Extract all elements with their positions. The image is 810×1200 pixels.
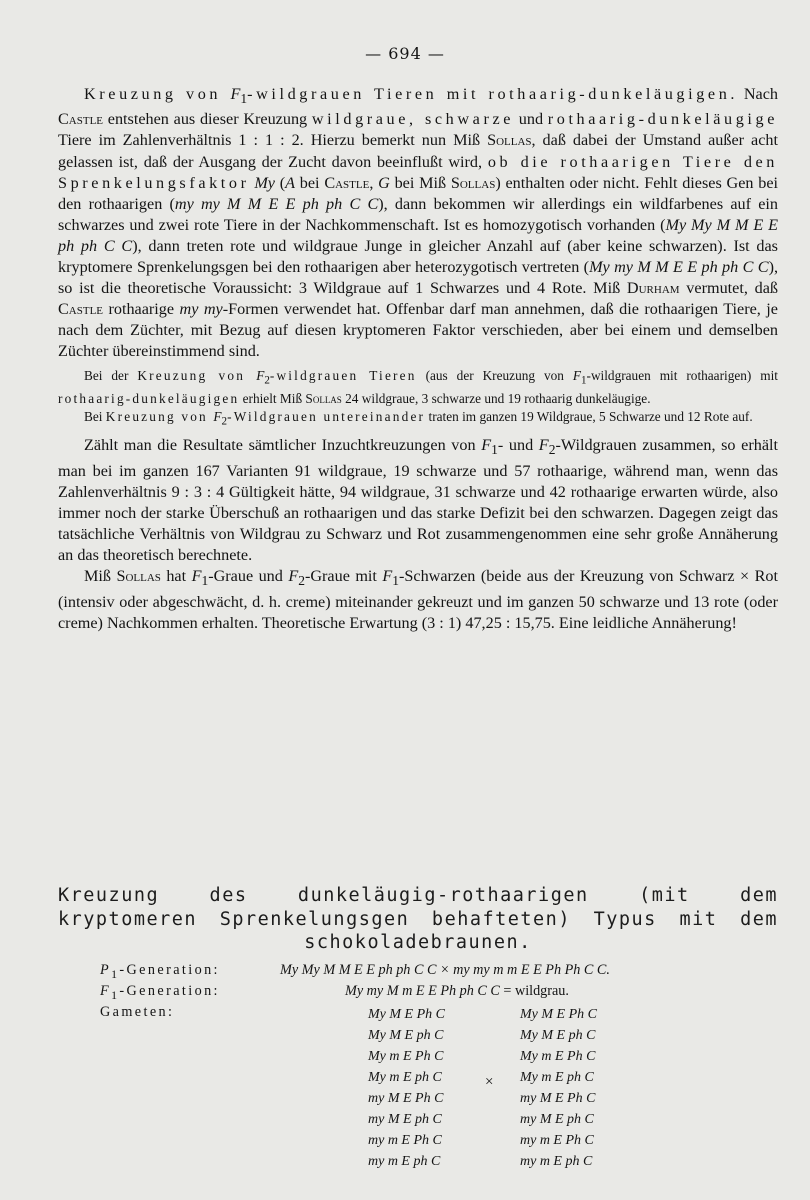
gameten-row (100, 1004, 280, 1021)
note-f2-intercross: Bei Kreuzung von $F_2$-Wildgrauen untereinander traten im ganzen 19 Wildgraue, 5 Schwarze und 12 Rote auf. (84, 408, 753, 428)
f1-result: = wildgrau. (499, 983, 569, 999)
p1-generation-row (100, 962, 610, 982)
cross-symbol: × (485, 1074, 494, 1090)
gamete: My M E Ph C (368, 1007, 445, 1022)
main-text (58, 84, 778, 634)
paragraph-sollas-crossing: Miß Sollas hat $F_1$-Graue und $F_2$-Graue mit $F_1$-Schwarzen (beide aus der Kreuzung von Schwarz × Rot (intensiv oder abgeschwächt, d. h. creme) miteinander gekreuzt und im ganzen 50 schwarze und 13 rote (oder creme) Nachkommen erhalten. Theoretische Erwartung (3 : 1) 47,25 : 15,75. Eine leidliche Annäherung! (58, 567, 778, 632)
gamete: my m E ph C (520, 1154, 593, 1169)
gamete: My m E Ph C (368, 1049, 444, 1064)
gamete: My m E ph C (520, 1070, 594, 1085)
f1-generation-row (100, 983, 569, 1003)
gamete: my m E ph C (368, 1154, 441, 1169)
f1-genotype: My my M m E E Ph ph C C (345, 983, 500, 999)
gamete: My M E Ph C (520, 1007, 597, 1022)
gamete: my M E Ph C (520, 1091, 596, 1106)
gametes-right-column (520, 1004, 640, 1172)
paragraph-results-sum: Zählt man die Resultate sämtlicher Inzuchtkreuzungen von $F_1-$ und $F_2$-Wildgrauen zusammen, so erhält man bei im ganzen 167 Varianten 91 wildgraue, 19 schwarze und 57 rothaarige, während man, wenn das Zahlenverhältnis 9 : 3 : 4 Gültigkeit hätte, 94 wildgraue, 31 schwarze und 42 rothaarige erwarten würde, also immer noch der starke Überschuß an rothaarigen und das starke Defizit bei den schwarzen. Dagegen zeigt das tatsächliche Verhältnis von Wildgrau zu Schwarz und Rot zusammengenommen eine sehr große Annäherung an das theoretisch berechnete. (58, 436, 778, 565)
gameten-label: Gameten: (100, 1004, 175, 1020)
gamete: my M E ph C (520, 1112, 594, 1127)
gamete: my M E Ph C (368, 1091, 444, 1106)
p1-generation-label: $P_1$-Generation: (100, 962, 220, 981)
gamete: My m E ph C (368, 1070, 442, 1085)
gamete: My M E ph C (368, 1028, 444, 1043)
gamete: my m E Ph C (368, 1133, 442, 1148)
page-number: — 694 — (365, 44, 445, 63)
gamete: my m E Ph C (520, 1133, 594, 1148)
gamete: My m E Ph C (520, 1049, 596, 1064)
section-heading: Kreuzung des dunkeläugig-rothaarigen (mit dem kryptomeren Sprenkelungsgen behafteten) Typus mit dem schokoladebraunen. (58, 885, 778, 953)
p1-genotypes: My My M M E E ph ph C C × my my m m E E Ph Ph C C. (280, 962, 610, 978)
paragraph-castle-crossing: Kreuzung von $F_1$-wildgrauen Tieren mit rothaarig-dunkeläugigen. Nach Castle entstehen aus dieser Kreuzung wildgraue, schwarze und rothaarig-dunkeläugige Tiere im Zahlenverhältnis 1 : 1 : 2. Hierzu bemerkt nun Miß Sollas, daß dabei der Umstand außer acht gelassen ist, daß der Ausgang der Zucht davon beeinflußt wird, ob die rothaarigen Tiere den Sprenkelungsfaktor My (A bei Castle, G bei Miß Sollas) enthalten oder nicht. Fehlt dieses Gen bei den rothaarigen (my my M M E E ph ph C C), dann bekommen wir allerdings ein wildfarbenes auf ein schwarzes und zwei rote Tiere in der Nachkommenschaft. Ist es homozygotisch vorhanden (My My M M E E ph ph C C), dann treten rote und wildgraue Junge in gleicher Anzahl auf (aber keine schwarzen). Ist das kryptomere Sprenkelungsgen bei den rothaarigen aber heterozygotisch vertreten (My my M M E E ph ph C C), so ist die theoretische Voraussicht: 3 Wildgraue auf 1 Schwarzes und 4 Rote. Miß Durham vermutet, daß Castle rothaarige my my-Formen verwendet hat. Offenbar darf man annehmen, daß die rothaarigen Tiere, je nach dem Züchter, mit Bezug auf diesen kryptomeren Faktor verschieden, aber bei einem und demselben Züchter übereinstimmend sind. (58, 85, 779, 361)
gametes-left-column (368, 1004, 488, 1172)
note-f2-crossing: Bei der Kreuzung von $F_2$-wildgrauen Tieren (aus der Kreuzung von $F_1$-wildgrauen mit rothaarigen) mit rothaarig-dunkeläugigen erhielt Miß Sollas 24 wildgraue, 3 schwarze und 19 rothaarig dunkeläugige. (58, 368, 779, 407)
gamete: My M E ph C (520, 1028, 596, 1043)
gamete: my M E ph C (368, 1112, 442, 1127)
f1-generation-label: $F_1$-Generation: (100, 983, 220, 1002)
